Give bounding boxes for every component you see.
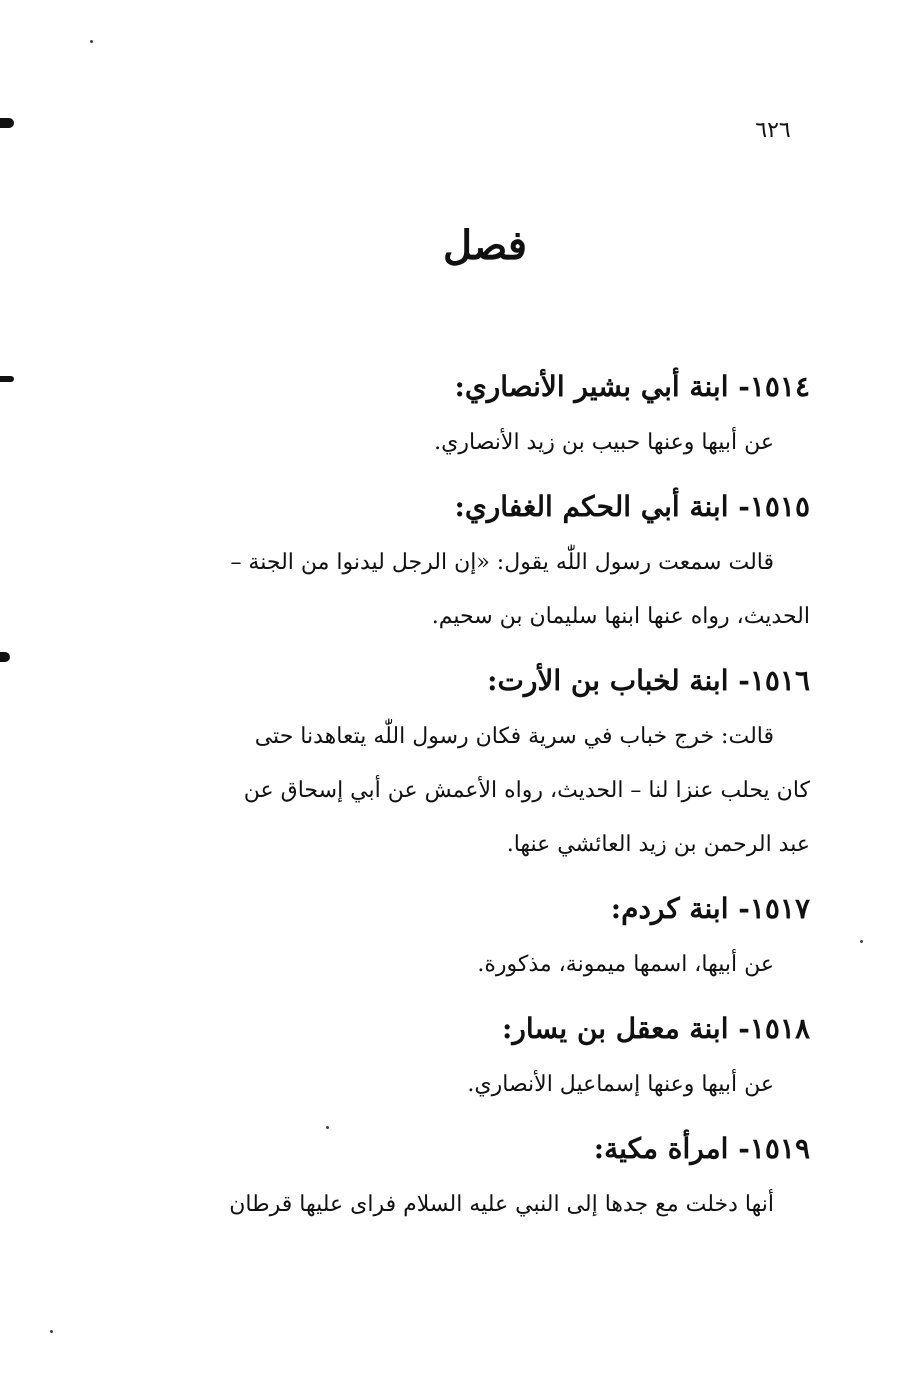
entry-line: قالت: خرج خباب في سرية فكان رسول اللّٰه يتعاهدنا حتى <box>254 724 774 749</box>
entry-line: عن أبيها وعنها حبيب بن زيد الأنصاري. <box>434 430 774 455</box>
entry-line: الحديث، رواه عنها ابنها سليمان بن سحيم. <box>431 604 810 629</box>
paper-speck <box>860 940 863 943</box>
entry-body <box>148 416 810 470</box>
binding-mark <box>0 376 14 382</box>
entry-line: عن أبيها، اسمها ميمونة، مذكورة. <box>477 952 774 977</box>
entry-line: عن أبيها وعنها إسماعيل الأنصاري. <box>467 1072 774 1097</box>
binding-mark <box>0 118 14 128</box>
entry-1516 <box>148 652 810 872</box>
entry-line: قالت سمعت رسول اللّٰه يقول: «إن الرجل ليدنوا من الجنة – <box>230 550 774 575</box>
entry-1514 <box>148 358 810 470</box>
page-number: ٦٢٦ <box>755 118 791 143</box>
entry-body <box>148 938 810 992</box>
entry-heading: ١٥١٩- امرأة مكية: <box>593 1132 810 1165</box>
entry-body <box>148 536 810 644</box>
chapter-title: فصل <box>442 222 528 269</box>
entry-heading: ١٥١٥- ابنة أبي الحكم الغفاري: <box>454 490 810 523</box>
paper-speck <box>90 40 93 43</box>
entry-body <box>148 1178 810 1232</box>
entry-1517 <box>148 880 810 992</box>
paper-speck <box>50 1330 53 1333</box>
entry-heading: ١٥١٤- ابنة أبي بشير الأنصاري: <box>454 370 810 403</box>
binding-mark <box>0 652 10 662</box>
entry-line: عبد الرحمن بن زيد العائشي عنها. <box>506 832 810 857</box>
entry-line: أنها دخلت مع جدها إلى النبي عليه السلام فراى عليها قرطان <box>229 1192 774 1217</box>
entry-1518 <box>148 1000 810 1112</box>
entry-line: كان يحلب عنزا لنا – الحديث، رواه الأعمش عن أبي إسحاق عن <box>243 778 810 803</box>
entry-body <box>148 1058 810 1112</box>
entry-heading: ١٥١٦- ابنة لخباب بن الأرت: <box>487 664 810 697</box>
entry-1519 <box>148 1120 810 1232</box>
entries-list <box>148 358 810 1240</box>
entry-heading: ١٥١٨- ابنة معقل بن يسار: <box>502 1012 810 1045</box>
entry-body <box>148 710 810 872</box>
entry-heading: ١٥١٧- ابنة كردم: <box>610 892 810 925</box>
entry-1515 <box>148 478 810 644</box>
